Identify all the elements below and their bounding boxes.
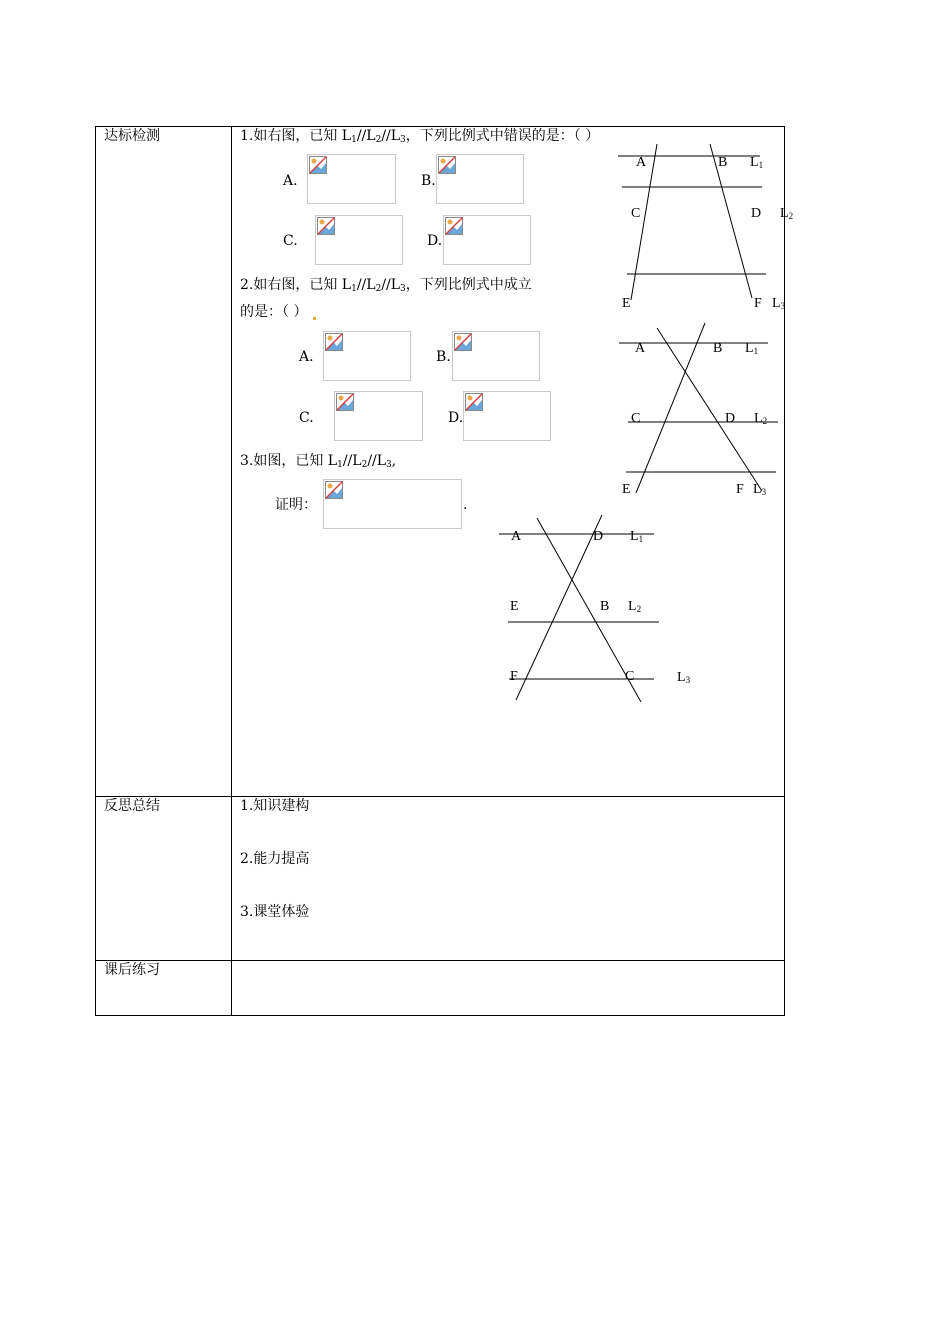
q1-option-c-image [315, 215, 403, 265]
yellow-dot-mark [313, 317, 316, 320]
fig2-point-b: B [713, 341, 723, 356]
q1-option-d-label: D. [427, 233, 443, 249]
broken-image-icon [454, 333, 472, 351]
q1-option-d-image [443, 215, 531, 265]
fig2-point-c: C [631, 411, 641, 426]
q2-option-a-image [323, 331, 411, 381]
q1-option-b-label: B. [421, 173, 436, 189]
fig3-line-label-l3: $L_3$ [677, 670, 691, 685]
q1-option-a-label: A. [283, 173, 298, 189]
fig2-line-label-l1: $L_1$ [745, 341, 759, 356]
table-row-divider-1 [95, 796, 785, 797]
fig1-point-f: F [754, 296, 762, 311]
broken-image-icon [317, 217, 335, 235]
broken-image-icon [309, 156, 327, 174]
broken-image-icon [438, 156, 456, 174]
q2-option-c-image [334, 391, 423, 441]
q2-option-d-image [463, 391, 551, 441]
fig1-point-a: A [636, 155, 647, 170]
fig3-point-b: B [600, 599, 610, 614]
fig2-line-label-l2: $L_2$ [754, 411, 768, 426]
figure-1 [600, 140, 800, 320]
table-border-bottom [95, 1015, 785, 1016]
q2-option-b-image [452, 331, 540, 381]
reflect-item-knowledge: 1.知识建构 [240, 798, 310, 814]
fig2-point-a: A [635, 341, 646, 356]
broken-image-icon [445, 217, 463, 235]
fig3-line-label-l1: $L_1$ [630, 529, 644, 544]
q1-option-b-image [436, 154, 524, 204]
q2-option-c-label: C. [299, 410, 314, 426]
fig1-line-label-l3: $L_3$ [772, 296, 786, 311]
broken-image-icon [325, 481, 343, 499]
q2-option-d-label: D. [448, 410, 464, 426]
table-border-top [95, 126, 785, 127]
fig3-point-a: A [511, 529, 522, 544]
fig2-line-label-l3: $L_3$ [753, 482, 767, 497]
q2-option-a-label: A. [299, 349, 314, 365]
fig3-point-e: E [510, 599, 519, 614]
broken-image-icon [336, 393, 354, 411]
figure-2 [600, 315, 800, 500]
question-2-stem: 2.如右图，已知 $L_1//L_2//L_3$，下列比例式中成立 [240, 277, 532, 294]
question-2-stem-line2: 的是：（ ） [240, 304, 316, 320]
fig3-point-c: C [625, 669, 635, 684]
broken-image-icon [325, 333, 343, 351]
fig3-point-f: F [510, 669, 518, 684]
fig3-transversal-left [516, 515, 602, 700]
fig2-point-f: F [736, 482, 744, 497]
fig1-transversal-right [710, 144, 752, 298]
broken-image-icon [465, 393, 483, 411]
fig1-point-e: E [622, 296, 631, 311]
fig1-line-label-l2: $L_2$ [780, 206, 794, 221]
fig3-point-d: D [593, 529, 604, 544]
table-column-divider [231, 126, 232, 1016]
row-label-test: 达标检测 [104, 128, 160, 144]
fig2-point-e: E [622, 482, 631, 497]
q1-option-a-image [307, 154, 396, 204]
reflect-item-experience: 3.课堂体验 [240, 904, 310, 920]
question-3-stem: 3.如图，已知 $L_1//L_2//L_3$, [240, 453, 397, 470]
reflect-item-ability: 2.能力提高 [240, 851, 310, 867]
fig2-point-d: D [725, 411, 736, 426]
table-border-left [95, 126, 96, 1016]
fig1-point-b: B [718, 155, 728, 170]
q3-proof-image [323, 479, 462, 529]
question-1-stem: 1.如右图，已知 $L_1//L_2//L_3$，下列比例式中错误的是：（ ） [240, 128, 600, 145]
fig1-point-d: D [751, 206, 762, 221]
fig1-point-c: C [631, 206, 641, 221]
q3-prove-label: 证明： [275, 497, 317, 513]
row-label-reflect: 反思总结 [104, 798, 160, 814]
q2-option-b-label: B. [436, 349, 451, 365]
q1-option-c-label: C. [283, 233, 298, 249]
fig3-line-label-l2: $L_2$ [628, 599, 642, 614]
row-label-homework: 课后练习 [104, 962, 160, 978]
q3-prove-end: . [463, 497, 468, 513]
table-row-divider-2 [95, 960, 785, 961]
fig1-line-label-l1: $L_1$ [750, 155, 764, 170]
